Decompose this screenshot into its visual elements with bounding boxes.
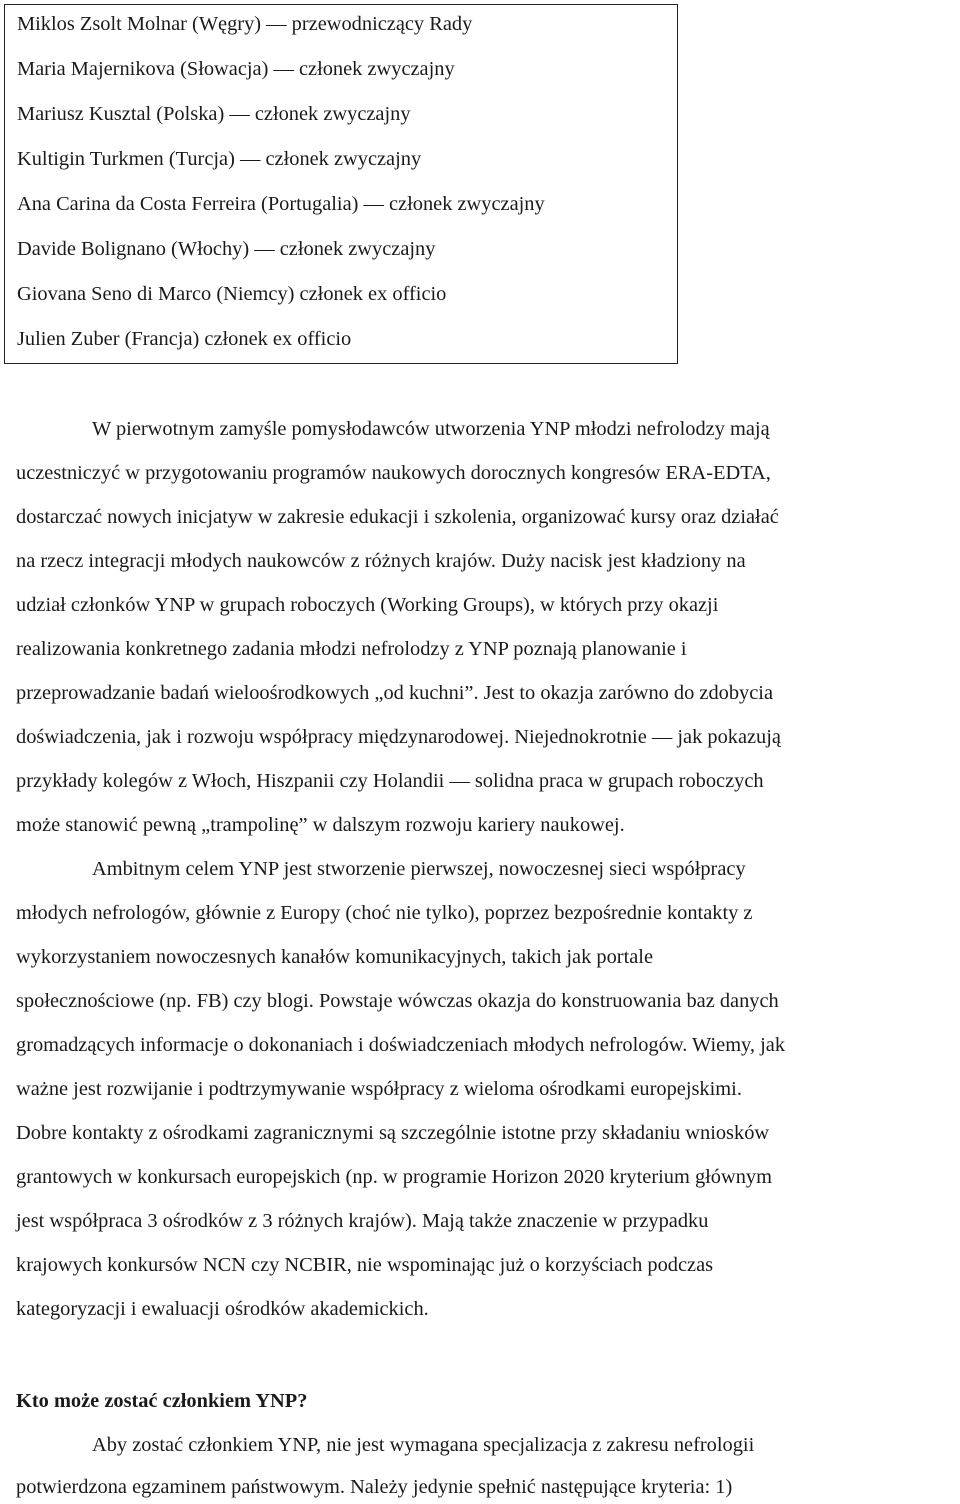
board-member: Maria Majernikova (Słowacja) — członek zwyczajny bbox=[17, 58, 455, 80]
text-line: młodych nefrologów, głównie z Europy (choć nie tylko), poprzez bezpośrednie kontakty z bbox=[16, 902, 753, 924]
board-member: Mariusz Kusztal (Polska) — członek zwyczajny bbox=[17, 103, 411, 125]
text-line: wykorzystaniem nowoczesnych kanałów komunikacyjnych, takich jak portale bbox=[16, 946, 654, 968]
text-line: Dobre kontakty z ośrodkami zagranicznymi są szczególnie istotne przy składaniu wniosków bbox=[16, 1122, 770, 1144]
text-line: grantowych w konkursach europejskich (np. w programie Horizon 2020 kryterium głównym bbox=[16, 1166, 772, 1188]
text-line: przeprowadzanie badań wieloośrodkowych „od kuchni”. Jest to okazja zarówno do zdobycia bbox=[16, 682, 774, 704]
text-line: dostarczać nowych inicjatyw w zakresie edukacji i szkolenia, organizować kursy oraz działać bbox=[16, 506, 779, 528]
text-line: uczestniczyć w przygotowaniu programów naukowych dorocznych kongresów ERA-EDTA, bbox=[16, 462, 771, 484]
board-member: Kultigin Turkmen (Turcja) — członek zwyczajny bbox=[17, 148, 422, 170]
text-line: ważne jest rozwijanie i podtrzymywanie współpracy z wieloma ośrodkami europejskimi. bbox=[16, 1078, 742, 1100]
text-line: Aby zostać członkiem YNP, nie jest wymagana specjalizacja z zakresu nefrologii bbox=[92, 1434, 755, 1456]
text-line: udział członków YNP w grupach roboczych (Working Groups), w których przy okazji bbox=[16, 594, 719, 616]
text-line: kategoryzacji i ewaluacji ośrodków akademickich. bbox=[16, 1298, 429, 1320]
text-line: W pierwotnym zamyśle pomysłodawców utworzenia YNP młodzi nefrolodzy mają bbox=[92, 418, 770, 440]
text-line: krajowych konkursów NCN czy NCBIR, nie wspominając już o korzyściach podczas bbox=[16, 1254, 714, 1276]
text-line: może stanowić pewną „trampolinę” w dalszym rozwoju kariery naukowej. bbox=[16, 814, 625, 836]
text-line: doświadczenia, jak i rozwoju współpracy międzynarodowej. Niejednokrotnie — jak pokazują bbox=[16, 726, 781, 748]
board-member: Giovana Seno di Marco (Niemcy) członek ex officio bbox=[17, 283, 447, 305]
text-line: gromadzących informacje o dokonaniach i doświadczeniach młodych nefrologów. Wiemy, jak bbox=[16, 1034, 786, 1056]
text-line: społecznościowe (np. FB) czy blogi. Powstaje wówczas okazja do konstruowania baz danych bbox=[16, 990, 779, 1012]
board-member: Julien Zuber (Francja) członek ex officio bbox=[17, 328, 352, 350]
board-members-box bbox=[4, 4, 678, 364]
board-member: Miklos Zsolt Molnar (Węgry) — przewodniczący Rady bbox=[17, 13, 473, 35]
text-line: potwierdzona egzaminem państwowym. Należy jedynie spełnić następujące kryteria: 1) bbox=[16, 1476, 733, 1498]
board-member: Davide Bolignano (Włochy) — członek zwyczajny bbox=[17, 238, 436, 260]
text-line: na rzecz integracji młodych naukowców z różnych krajów. Duży nacisk jest kładziony na bbox=[16, 550, 746, 572]
text-line: jest współpraca 3 ośrodków z 3 różnych krajów). Mają także znaczenie w przypadku bbox=[16, 1210, 709, 1232]
section-heading: Kto może zostać członkiem YNP? bbox=[16, 1390, 308, 1412]
text-line: Ambitnym celem YNP jest stworzenie pierwszej, nowoczesnej sieci współpracy bbox=[92, 858, 746, 880]
text-line: realizowania konkretnego zadania młodzi nefrolodzy z YNP poznają planowanie i bbox=[16, 638, 687, 660]
board-member: Ana Carina da Costa Ferreira (Portugalia) — członek zwyczajny bbox=[17, 193, 545, 215]
text-line: przykłady kolegów z Włoch, Hiszpanii czy Holandii — solidna praca w grupach roboczych bbox=[16, 770, 764, 792]
